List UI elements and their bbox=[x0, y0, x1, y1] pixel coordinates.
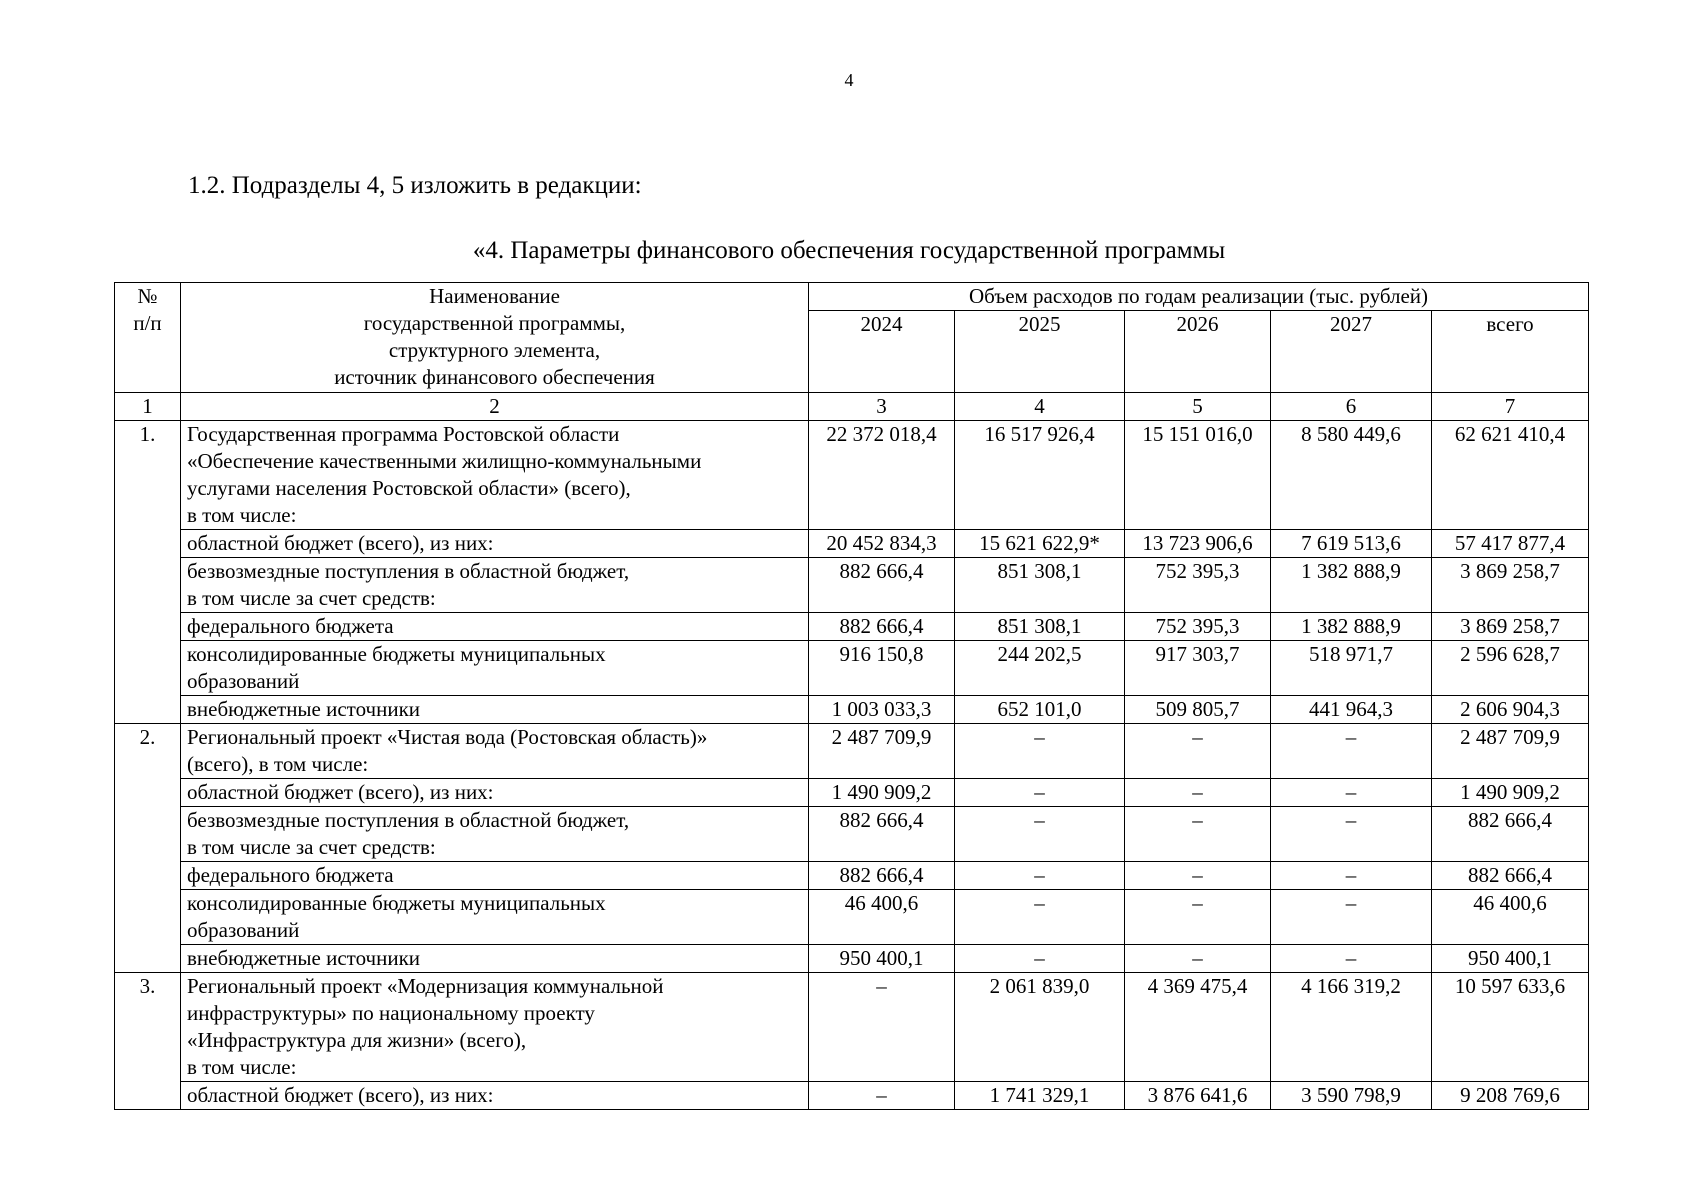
row-label: федерального бюджета bbox=[181, 613, 809, 641]
value-cell: – bbox=[1271, 724, 1432, 779]
header-cell-year: 2026 bbox=[1125, 311, 1271, 393]
value-cell: 917 303,7 bbox=[1125, 641, 1271, 696]
table-title: «4. Параметры финансового обеспечения государственной программы bbox=[472, 237, 1226, 264]
table-row bbox=[115, 945, 1589, 973]
value-cell: 441 964,3 bbox=[1271, 696, 1432, 724]
value-cell: 16 517 926,4 bbox=[955, 421, 1125, 530]
value-cell: 8 580 449,6 bbox=[1271, 421, 1432, 530]
value-cell: 950 400,1 bbox=[1432, 945, 1589, 973]
value-cell: 1 003 033,3 bbox=[809, 696, 955, 724]
value-cell: – bbox=[1271, 862, 1432, 890]
header-row-1 bbox=[115, 283, 1589, 311]
value-cell: 57 417 877,4 bbox=[1432, 530, 1589, 558]
value-cell: 509 805,7 bbox=[1125, 696, 1271, 724]
table-body bbox=[115, 283, 1589, 1110]
value-cell: 1 741 329,1 bbox=[955, 1082, 1125, 1110]
value-cell: 518 971,7 bbox=[1271, 641, 1432, 696]
value-cell: 2 487 709,9 bbox=[809, 724, 955, 779]
value-cell: 3 869 258,7 bbox=[1432, 558, 1589, 613]
header-cell-year: 2027 bbox=[1271, 311, 1432, 393]
value-cell: – bbox=[1125, 779, 1271, 807]
value-cell: 20 452 834,3 bbox=[809, 530, 955, 558]
value-cell: 15 151 016,0 bbox=[1125, 421, 1271, 530]
column-number-cell: 6 bbox=[1271, 393, 1432, 421]
column-number-cell: 1 bbox=[115, 393, 181, 421]
value-cell: 22 372 018,4 bbox=[809, 421, 955, 530]
table-row bbox=[115, 862, 1589, 890]
header-cell-expenses: Объем расходов по годам реализации (тыс. рублей) bbox=[809, 283, 1589, 311]
table-row bbox=[115, 696, 1589, 724]
row-label: Государственная программа Ростовской области «Обеспечение качественными жилищно-коммунальными услугами населения Ростовской области» (всего), в том числе: bbox=[181, 421, 809, 530]
column-number-row bbox=[115, 393, 1589, 421]
table-row bbox=[115, 641, 1589, 696]
row-label: внебюджетные источники bbox=[181, 696, 809, 724]
value-cell: 10 597 633,6 bbox=[1432, 973, 1589, 1082]
value-cell: 882 666,4 bbox=[1432, 807, 1589, 862]
row-index: 3. bbox=[115, 973, 181, 1110]
value-cell: – bbox=[1125, 890, 1271, 945]
column-number-cell: 5 bbox=[1125, 393, 1271, 421]
value-cell: 3 869 258,7 bbox=[1432, 613, 1589, 641]
value-cell: 851 308,1 bbox=[955, 558, 1125, 613]
row-label: областной бюджет (всего), из них: bbox=[181, 779, 809, 807]
value-cell: 652 101,0 bbox=[955, 696, 1125, 724]
value-cell: 882 666,4 bbox=[1432, 862, 1589, 890]
value-cell: 916 150,8 bbox=[809, 641, 955, 696]
value-cell: 244 202,5 bbox=[955, 641, 1125, 696]
value-cell: 2 487 709,9 bbox=[1432, 724, 1589, 779]
column-number-cell: 7 bbox=[1432, 393, 1589, 421]
row-index: 2. bbox=[115, 724, 181, 973]
row-label: безвозмездные поступления в областной бюджет, в том числе за счет средств: bbox=[181, 558, 809, 613]
header-cell-year: 2025 bbox=[955, 311, 1125, 393]
table-row bbox=[115, 890, 1589, 945]
value-cell: 752 395,3 bbox=[1125, 558, 1271, 613]
value-cell: 1 490 909,2 bbox=[1432, 779, 1589, 807]
table-row bbox=[115, 807, 1589, 862]
table-row bbox=[115, 530, 1589, 558]
value-cell: – bbox=[955, 724, 1125, 779]
value-cell: – bbox=[1125, 724, 1271, 779]
table-row bbox=[115, 973, 1589, 1082]
value-cell: – bbox=[809, 973, 955, 1082]
value-cell: – bbox=[955, 890, 1125, 945]
value-cell: 882 666,4 bbox=[809, 613, 955, 641]
value-cell: 13 723 906,6 bbox=[1125, 530, 1271, 558]
value-cell: 950 400,1 bbox=[809, 945, 955, 973]
value-cell: – bbox=[1125, 945, 1271, 973]
column-number-cell: 4 bbox=[955, 393, 1125, 421]
value-cell: 62 621 410,4 bbox=[1432, 421, 1589, 530]
header-cell-name: Наименование государственной программы, структурного элемента, источник финансового обеспечения bbox=[181, 283, 809, 393]
value-cell: 4 166 319,2 bbox=[1271, 973, 1432, 1082]
value-cell: 15 621 622,9* bbox=[955, 530, 1125, 558]
header-cell-year: всего bbox=[1432, 311, 1589, 393]
value-cell: – bbox=[1271, 779, 1432, 807]
header-cell-year: 2024 bbox=[809, 311, 955, 393]
row-index: 1. bbox=[115, 421, 181, 724]
value-cell: – bbox=[955, 862, 1125, 890]
table-row bbox=[115, 421, 1589, 530]
value-cell: 752 395,3 bbox=[1125, 613, 1271, 641]
value-cell: – bbox=[1271, 945, 1432, 973]
value-cell: 851 308,1 bbox=[955, 613, 1125, 641]
row-label: Региональный проект «Чистая вода (Ростовская область)» (всего), в том числе: bbox=[181, 724, 809, 779]
row-label: федерального бюджета bbox=[181, 862, 809, 890]
row-label: Региональный проект «Модернизация коммунальной инфраструктуры» по национальному проекту «Инфраструктура для жизни» (всего), в том числе: bbox=[181, 973, 809, 1082]
value-cell: – bbox=[1271, 807, 1432, 862]
table-row bbox=[115, 558, 1589, 613]
value-cell: 3 876 641,6 bbox=[1125, 1082, 1271, 1110]
table-row bbox=[115, 724, 1589, 779]
column-number-cell: 3 bbox=[809, 393, 955, 421]
value-cell: 4 369 475,4 bbox=[1125, 973, 1271, 1082]
table-row bbox=[115, 779, 1589, 807]
value-cell: 46 400,6 bbox=[809, 890, 955, 945]
intro-paragraph: 1.2. Подразделы 4, 5 изложить в редакции: bbox=[188, 172, 642, 199]
financing-table bbox=[114, 282, 1589, 1110]
value-cell: – bbox=[1125, 862, 1271, 890]
value-cell: 1 382 888,9 bbox=[1271, 613, 1432, 641]
value-cell: 882 666,4 bbox=[809, 862, 955, 890]
row-label: областной бюджет (всего), из них: bbox=[181, 1082, 809, 1110]
value-cell: – bbox=[955, 945, 1125, 973]
value-cell: – bbox=[1125, 807, 1271, 862]
value-cell: – bbox=[809, 1082, 955, 1110]
value-cell: 1 382 888,9 bbox=[1271, 558, 1432, 613]
value-cell: – bbox=[955, 779, 1125, 807]
column-number-cell: 2 bbox=[181, 393, 809, 421]
page-number: 4 bbox=[844, 70, 854, 90]
row-label: консолидированные бюджеты муниципальных образований bbox=[181, 641, 809, 696]
row-label: консолидированные бюджеты муниципальных образований bbox=[181, 890, 809, 945]
value-cell: – bbox=[1271, 890, 1432, 945]
value-cell: 2 596 628,7 bbox=[1432, 641, 1589, 696]
value-cell: 2 061 839,0 bbox=[955, 973, 1125, 1082]
value-cell: 46 400,6 bbox=[1432, 890, 1589, 945]
table-row bbox=[115, 1082, 1589, 1110]
value-cell: 1 490 909,2 bbox=[809, 779, 955, 807]
table-row bbox=[115, 613, 1589, 641]
value-cell: 7 619 513,6 bbox=[1271, 530, 1432, 558]
value-cell: – bbox=[955, 807, 1125, 862]
value-cell: 9 208 769,6 bbox=[1432, 1082, 1589, 1110]
header-cell-number: № п/п bbox=[115, 283, 181, 393]
row-label: внебюджетные источники bbox=[181, 945, 809, 973]
value-cell: 882 666,4 bbox=[809, 807, 955, 862]
row-label: областной бюджет (всего), из них: bbox=[181, 530, 809, 558]
row-label: безвозмездные поступления в областной бюджет, в том числе за счет средств: bbox=[181, 807, 809, 862]
value-cell: 3 590 798,9 bbox=[1271, 1082, 1432, 1110]
value-cell: 2 606 904,3 bbox=[1432, 696, 1589, 724]
value-cell: 882 666,4 bbox=[809, 558, 955, 613]
